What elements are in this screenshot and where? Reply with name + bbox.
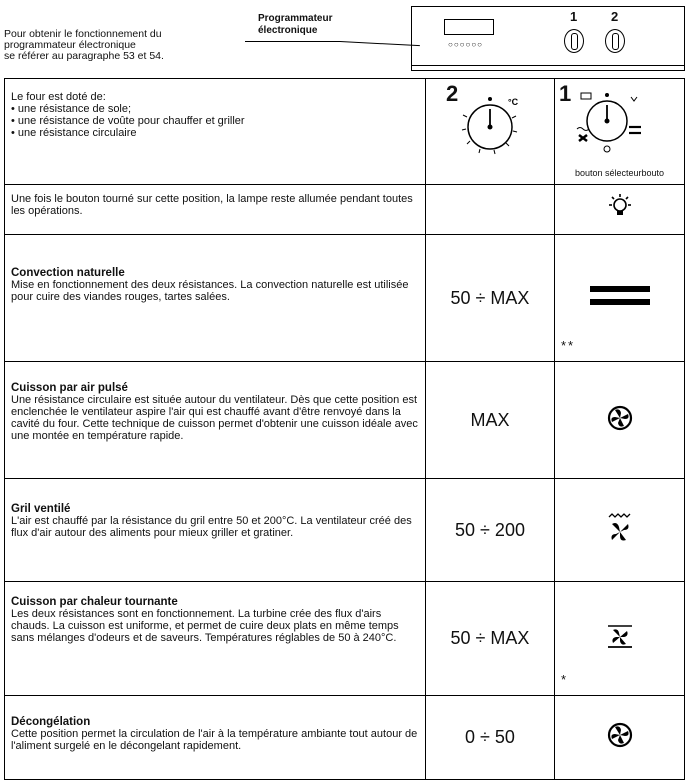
note-stars: * xyxy=(561,672,569,687)
oven-control-panel xyxy=(411,6,685,66)
row-text: L'air est chauffé par la résistance du gril entre 50 et 200°C. La ventilateur créé des flux d'air autour des aliments pour mieux griller et gratiner. xyxy=(11,515,412,539)
grill-fan-icon xyxy=(606,512,634,544)
thermostat-dial-cell xyxy=(426,79,555,185)
selector-dial-cell xyxy=(555,79,685,185)
table-row xyxy=(5,185,685,235)
row-text: Une résistance circulaire est située autour du ventilateur. Dès que cette position est enclenchée le ventilateur aspire l'air qui est chauffé avant d'être renvoyé dans la cavité du four. Cette technique de cuisson permet d'obtenir une cuisson idéale avec une montée en température rapide. xyxy=(11,394,418,442)
row-text: Les deux résistances sont en fonctionnement. La turbine crée des flux d'airs chauds. La cuisson est uniforme, et permet de cuire deux plats en même temps sans mélanges d'odeurs et de saveurs. Températures réglables de 50 à 240°C. xyxy=(11,608,399,644)
selector-dial-icon xyxy=(555,79,684,179)
fan-bar-icon xyxy=(606,623,634,649)
selector-knob xyxy=(564,29,584,53)
row-temperature xyxy=(426,185,555,235)
element-list xyxy=(11,103,421,139)
row-line: Le four est doté de: xyxy=(11,91,106,103)
fan-icon xyxy=(606,404,634,432)
list-item: • une résistance circulaire xyxy=(11,127,421,139)
table-row xyxy=(5,696,685,780)
intro-line: se référer au paragraphe 53 et 54. xyxy=(4,50,164,62)
row-temperature: 50 ÷ 200 xyxy=(426,479,555,582)
lamp-icon xyxy=(605,192,635,222)
selector-number: 1 xyxy=(559,81,572,106)
programmer-label-line: électronique xyxy=(258,25,318,36)
intro-text xyxy=(4,29,244,62)
row-symbol xyxy=(555,582,685,696)
programmer-label xyxy=(258,13,332,37)
selector-button-label: bouton sélecteurbouto xyxy=(574,168,665,178)
functions-table xyxy=(4,78,685,780)
panel-base xyxy=(411,66,685,71)
row-temperature: 0 ÷ 50 xyxy=(426,696,555,780)
fan-icon xyxy=(606,721,634,749)
table-row xyxy=(5,362,685,479)
row-title: Cuisson par air pulsé xyxy=(11,382,128,394)
table-row xyxy=(5,582,685,696)
row-title: Gril ventilé xyxy=(11,503,71,515)
thermostat-unit: °C xyxy=(508,97,519,107)
row-description xyxy=(5,479,426,582)
list-item: • une résistance de voûte pour chauffer et griller xyxy=(11,115,421,127)
table-row xyxy=(5,79,685,185)
label-underline xyxy=(245,41,340,42)
row-title: Convection naturelle xyxy=(11,267,125,279)
row-text: Une fois le bouton tourné sur cette position, la lampe reste allumée pendant toutes les opérations. xyxy=(11,193,413,217)
row-symbol xyxy=(555,479,685,582)
row-symbol xyxy=(555,362,685,479)
table-row xyxy=(5,235,685,362)
row-title: Décongélation xyxy=(11,716,91,728)
thermostat-number: 2 xyxy=(446,81,459,106)
row-symbol xyxy=(555,185,685,235)
row-description xyxy=(5,582,426,696)
row-symbol xyxy=(555,235,685,362)
row-text: Mise en fonctionnement des deux résistances. La convection naturelle est utilisée pour cuire des viandes rouges, tartes salées. xyxy=(11,279,409,303)
row-temperature: 50 ÷ MAX xyxy=(426,582,555,696)
programmer-buttons: ○○○○○○ xyxy=(448,40,483,49)
row-title: Cuisson par chaleur tournante xyxy=(11,596,178,608)
row-description xyxy=(5,235,426,362)
intro-line: programmateur électronique xyxy=(4,39,136,51)
thermostat-knob xyxy=(605,29,625,53)
row-text: Cette position permet la circulation de l'air à la température ambiante tout autour de l'aliment surgelé en le décongelant rapidement. xyxy=(11,728,418,752)
leader-line xyxy=(340,41,420,46)
row-description xyxy=(5,362,426,479)
row-description xyxy=(5,696,426,780)
knob-number-2: 2 xyxy=(611,9,619,24)
note-stars: ** xyxy=(561,338,576,353)
table-row xyxy=(5,479,685,582)
knob-number-1: 1 xyxy=(570,9,578,24)
row-temperature: 50 ÷ MAX xyxy=(426,235,555,362)
list-item: • une résistance de sole; xyxy=(11,103,421,115)
intro-line: Pour obtenir le fonctionnement du xyxy=(4,28,162,40)
programmer-display xyxy=(444,19,494,35)
row-description xyxy=(5,79,426,185)
two-bars-icon xyxy=(590,284,650,308)
row-symbol xyxy=(555,696,685,780)
programmer-label-line: Programmateur xyxy=(258,13,333,24)
row-temperature: MAX xyxy=(426,362,555,479)
row-description xyxy=(5,185,426,235)
